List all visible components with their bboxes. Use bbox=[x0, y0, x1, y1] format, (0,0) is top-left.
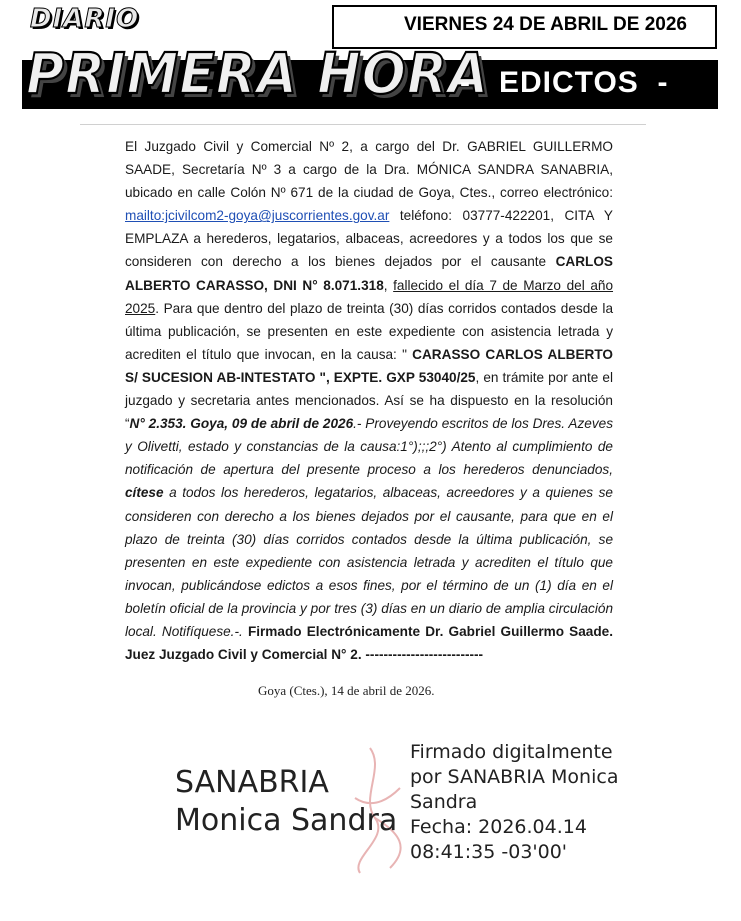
signer-name bbox=[175, 764, 397, 840]
edict-court: , en trámite por ante el juzgado y secretaria antes mencionados. Así se ha dispuesto en la resolución “ bbox=[125, 369, 613, 432]
section-title: - EDICTOS - bbox=[460, 66, 669, 99]
sig-detail-3: Sandra bbox=[410, 791, 478, 813]
sig-detail-4: Fecha: 2026.04.14 bbox=[410, 816, 587, 838]
death-date: fallecido el día 7 de Marzo del año 2025 bbox=[125, 277, 614, 316]
email-link[interactable]: mailto:jcivilcom2-goya@juscorrientes.gov.ar bbox=[125, 208, 390, 224]
issue-date: VIERNES 24 DE ABRIL DE 2026 bbox=[404, 14, 687, 35]
divider bbox=[80, 124, 646, 125]
logo-primera-hora: PRIMERA HORA bbox=[26, 42, 490, 107]
sig-detail-2: por SANABRIA Monica bbox=[410, 766, 619, 788]
signer-surname: SANABRIA bbox=[175, 765, 329, 800]
edict-sep: , bbox=[383, 277, 394, 293]
case-title: CARASSO CARLOS ALBERTO S/ SUCESION AB-INTESTATO ", EXPTE. GXP 53040/25 bbox=[125, 346, 614, 385]
signer-given-names: Monica Sandra bbox=[175, 803, 398, 838]
masthead bbox=[0, 0, 741, 112]
sig-detail-5: 08:41:35 -03'00' bbox=[410, 841, 568, 863]
edict-text bbox=[125, 135, 613, 666]
sig-detail-1: Firmado digitalmente bbox=[410, 741, 613, 763]
edict-citation: teléfono: 03777-422201, CITA Y EMPLAZA a herederos, legatarios, albaceas, acreedores y a todos los que se consideren con derecho a los bienes dejados por el causante bbox=[125, 208, 613, 270]
resolution-body-cont: a todos los herederos, legatarios, albaceas, acreedores y a quienes se consideren con derecho a los bienes dejados por el causante, para que en el plazo de treinta (30) días corridos contados desde la última publicación, se presenten en este expediente con asistencia letrada y acrediten el título que invocan, publicándose edictos a esos fines, por el término de un (1) día en el boletín oficial de la provincia y por tres (3) días en un diario de amplia circulación local. Notifíquese.-. bbox=[125, 485, 613, 639]
signature-details bbox=[410, 740, 618, 865]
logo-diario: DIARIO bbox=[30, 4, 140, 34]
signed-by-judge: Firmado Electrónicamente Dr. Gabriel Guillermo Saade. Juez Juzgado Civil y Comercial N° 2. bbox=[125, 623, 613, 663]
deceased-name: CARLOS ALBERTO CARASSO, DNI N° 8.071.318 bbox=[125, 254, 613, 293]
edict-intro: El Juzgado Civil y Comercial Nº 2, a cargo del Dr. GABRIEL GUILLERMO SAADE, Secretaría Nº 3 a cargo de la Dra. MÓNICA SANDRA SANABRIA, ubicado en calle Colón Nº 671 de la ciudad de Goya, Ctes., correo electrónico: bbox=[125, 139, 613, 201]
citese-word: cítese bbox=[125, 485, 164, 501]
date-box bbox=[332, 5, 717, 49]
resolution-body: .- Proveyendo escritos de los Dres. Azeves y Olivetti, estado y constancias de la causa:1°);;;2°) Atento al cumplimiento de notificación de apertura del presente proceso a los herederos denunciados, bbox=[125, 416, 613, 478]
resolution-ref: N° 2.353. Goya, 09 de abril de 2026 bbox=[129, 416, 354, 432]
dateline: Goya (Ctes.), 14 de abril de 2026. bbox=[258, 683, 435, 698]
dash-line: -------------------------- bbox=[361, 647, 484, 663]
edict-term: . Para que dentro del plazo de treinta (30) días corridos contados desde la última publicación, se presenten en este expediente con asistencia letrada y acrediten el título que invocan, en la causa: " bbox=[125, 300, 613, 362]
